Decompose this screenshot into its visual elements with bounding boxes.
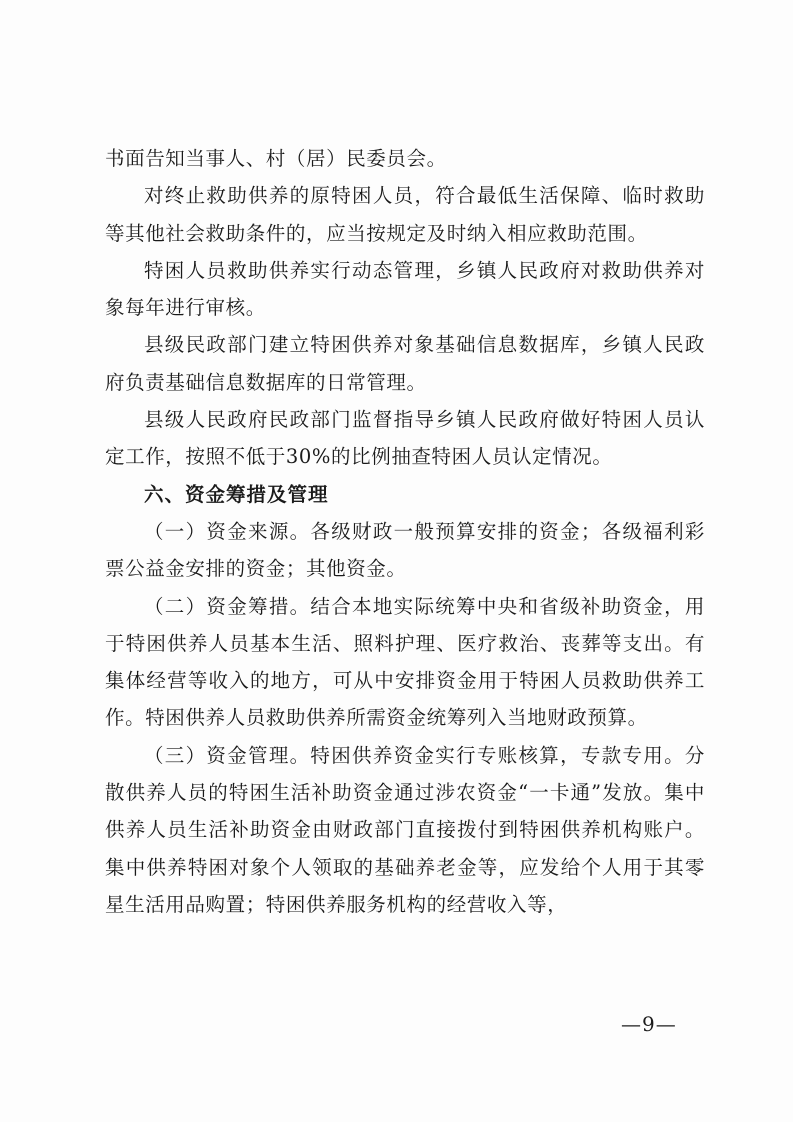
paragraph-funding-source: （一）资金来源。各级财政一般预算安排的资金；各级福利彩票公益金安排的资金；其他资金。 <box>105 519 705 581</box>
paragraph-1: 书面告知当事人、村（居）民委员会。 <box>105 147 447 170</box>
document-body <box>105 140 705 923</box>
paragraph-2: 对终止救助供养的原特困人员，符合最低生活保障、临时救助等其他社会救助条件的，应当按规定及时纳入相应救助范围。 <box>105 184 705 245</box>
section-heading: 六、资金筹措及管理 <box>144 482 329 506</box>
paragraph-funding-management: （三）资金管理。特困供养资金实行专账核算，专款专用。分散供养人员的特困生活补助资金通过涉农资金“一卡通”发放。集中供养人员生活补助资金由财政部门直接拨付到特困供养机构账户。集中供养特困对象个人领取的基础养老金等，应发给个人用于其零星生活用品购置；特困供养服务机构的经营收入等， <box>105 743 705 916</box>
page-number: —9— <box>621 1012 677 1036</box>
paragraph-5: 县级人民政府民政部门监督指导乡镇人民政府做好特困人员认定工作，按照不低于30%的比例抽查特困人员认定情况。 <box>105 408 705 469</box>
paragraph-3: 特困人员救助供养实行动态管理，乡镇人民政府对救助供养对象每年进行审核。 <box>105 258 705 320</box>
paragraph-funding-raising: （二）资金筹措。结合本地实际统筹中央和省级补助资金，用于特困供养人员基本生活、照料护理、医疗救治、丧葬等支出。有集体经营等收入的地方，可从中安排资金用于特困人员救助供养工作。特困供养人员救助供养所需资金统筹列入当地财政预算。 <box>105 594 705 730</box>
paragraph-4: 县级民政部门建立特困供养对象基础信息数据库，乡镇人民政府负责基础信息数据库的日常管理。 <box>105 333 705 394</box>
